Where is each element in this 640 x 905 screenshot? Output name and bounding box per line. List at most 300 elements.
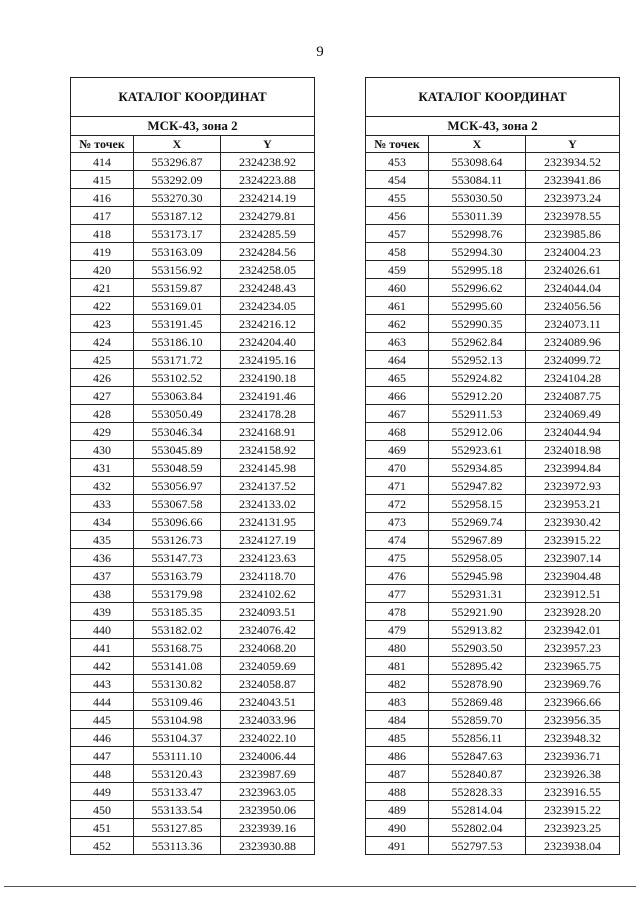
y-coordinate-cell: 2324279.81 [221, 207, 315, 225]
point-number-cell: 478 [366, 603, 429, 621]
x-coordinate-cell: 553296.87 [134, 153, 221, 171]
y-coordinate-cell: 2324214.19 [221, 189, 315, 207]
x-coordinate-cell: 553169.01 [134, 297, 221, 315]
x-coordinate-cell: 553096.66 [134, 513, 221, 531]
y-coordinate-cell: 2323969.76 [526, 675, 620, 693]
table-row [366, 693, 620, 711]
y-coordinate-cell: 2323912.51 [526, 585, 620, 603]
x-coordinate-cell: 553109.46 [134, 693, 221, 711]
table-subtitle-row [366, 117, 620, 136]
y-coordinate-cell: 2323938.04 [526, 837, 620, 855]
point-number-cell: 449 [71, 783, 134, 801]
table-row [71, 675, 315, 693]
point-number-cell: 465 [366, 369, 429, 387]
x-coordinate-cell: 552797.53 [429, 837, 526, 855]
point-number-cell: 445 [71, 711, 134, 729]
y-coordinate-cell: 2324093.51 [221, 603, 315, 621]
y-coordinate-cell: 2324104.28 [526, 369, 620, 387]
table-body [71, 78, 315, 855]
point-number-cell: 488 [366, 783, 429, 801]
x-coordinate-cell: 552912.20 [429, 387, 526, 405]
table-title-row [366, 78, 620, 117]
x-coordinate-cell: 553084.11 [429, 171, 526, 189]
point-number-cell: 431 [71, 459, 134, 477]
y-coordinate-cell: 2324131.95 [221, 513, 315, 531]
x-coordinate-cell: 552934.85 [429, 459, 526, 477]
y-coordinate-cell: 2324018.98 [526, 441, 620, 459]
x-coordinate-cell: 552895.42 [429, 657, 526, 675]
point-number-cell: 468 [366, 423, 429, 441]
x-coordinate-cell: 553127.85 [134, 819, 221, 837]
x-coordinate-cell: 553147.73 [134, 549, 221, 567]
point-number-cell: 485 [366, 729, 429, 747]
table-row [366, 153, 620, 171]
x-coordinate-cell: 552913.82 [429, 621, 526, 639]
table-row [366, 297, 620, 315]
point-number-cell: 455 [366, 189, 429, 207]
table-row [366, 783, 620, 801]
y-coordinate-cell: 2323915.22 [526, 801, 620, 819]
y-coordinate-cell: 2323941.86 [526, 171, 620, 189]
x-coordinate-cell: 552856.11 [429, 729, 526, 747]
x-coordinate-cell: 553030.50 [429, 189, 526, 207]
y-coordinate-cell: 2324026.61 [526, 261, 620, 279]
page-number: 9 [316, 44, 324, 60]
table-row [71, 459, 315, 477]
point-number-cell: 481 [366, 657, 429, 675]
point-number-cell: 451 [71, 819, 134, 837]
point-number-cell: 452 [71, 837, 134, 855]
table-row [366, 243, 620, 261]
coordinate-catalog-table-left [70, 77, 315, 855]
table-row [71, 171, 315, 189]
table-title-row [71, 78, 315, 117]
x-coordinate-cell: 552924.82 [429, 369, 526, 387]
y-coordinate-cell: 2324145.98 [221, 459, 315, 477]
y-coordinate-cell: 2323930.88 [221, 837, 315, 855]
y-coordinate-cell: 2324178.28 [221, 405, 315, 423]
x-coordinate-cell: 552996.62 [429, 279, 526, 297]
table-row [71, 477, 315, 495]
y-coordinate-cell: 2324137.52 [221, 477, 315, 495]
y-coordinate-cell: 2323942.01 [526, 621, 620, 639]
table-row [71, 549, 315, 567]
y-coordinate-cell: 2324285.59 [221, 225, 315, 243]
table-row [366, 729, 620, 747]
point-number-cell: 467 [366, 405, 429, 423]
point-number-cell: 416 [71, 189, 134, 207]
x-coordinate-cell: 552962.84 [429, 333, 526, 351]
y-coordinate-cell: 2324234.05 [221, 297, 315, 315]
table-row [71, 819, 315, 837]
point-number-cell: 425 [71, 351, 134, 369]
point-number-cell: 486 [366, 747, 429, 765]
table-row [366, 225, 620, 243]
coordinate-catalog-table-right [365, 77, 620, 855]
point-number-cell: 487 [366, 765, 429, 783]
x-coordinate-cell: 552878.90 [429, 675, 526, 693]
x-coordinate-cell: 552921.90 [429, 603, 526, 621]
point-number-cell: 460 [366, 279, 429, 297]
y-coordinate-cell: 2323926.38 [526, 765, 620, 783]
y-coordinate-cell: 2323956.35 [526, 711, 620, 729]
point-number-cell: 480 [366, 639, 429, 657]
table-row [366, 405, 620, 423]
x-coordinate-cell: 552995.18 [429, 261, 526, 279]
table-row [71, 693, 315, 711]
y-coordinate-cell: 2323972.93 [526, 477, 620, 495]
point-number-cell: 453 [366, 153, 429, 171]
x-coordinate-cell: 553048.59 [134, 459, 221, 477]
point-number-cell: 454 [366, 171, 429, 189]
y-coordinate-cell: 2324058.87 [221, 675, 315, 693]
table-row [71, 801, 315, 819]
y-coordinate-cell: 2324022.10 [221, 729, 315, 747]
y-coordinate-cell: 2323994.84 [526, 459, 620, 477]
x-coordinate-cell: 552969.74 [429, 513, 526, 531]
x-coordinate-cell: 553191.45 [134, 315, 221, 333]
x-coordinate-cell: 552840.87 [429, 765, 526, 783]
point-number-cell: 459 [366, 261, 429, 279]
table-row [71, 351, 315, 369]
x-coordinate-cell: 552903.50 [429, 639, 526, 657]
table-row [71, 603, 315, 621]
y-coordinate-cell: 2323973.24 [526, 189, 620, 207]
y-coordinate-cell: 2323915.22 [526, 531, 620, 549]
x-coordinate-cell: 552923.61 [429, 441, 526, 459]
point-number-cell: 470 [366, 459, 429, 477]
y-coordinate-cell: 2324076.42 [221, 621, 315, 639]
x-coordinate-cell: 553045.89 [134, 441, 221, 459]
table-subtitle: МСК-43, зона 2 [71, 117, 315, 136]
x-coordinate-cell: 553182.02 [134, 621, 221, 639]
y-coordinate-cell: 2323950.06 [221, 801, 315, 819]
point-number-cell: 463 [366, 333, 429, 351]
y-coordinate-cell: 2324043.51 [221, 693, 315, 711]
table-row [71, 261, 315, 279]
table-row [71, 423, 315, 441]
x-coordinate-cell: 553098.64 [429, 153, 526, 171]
y-coordinate-cell: 2324284.56 [221, 243, 315, 261]
x-coordinate-cell: 553292.09 [134, 171, 221, 189]
x-coordinate-cell: 552958.05 [429, 549, 526, 567]
x-coordinate-cell: 553168.75 [134, 639, 221, 657]
x-coordinate-cell: 552828.33 [429, 783, 526, 801]
x-coordinate-cell: 552998.76 [429, 225, 526, 243]
table-row [71, 369, 315, 387]
point-number-cell: 471 [366, 477, 429, 495]
y-coordinate-cell: 2324191.46 [221, 387, 315, 405]
point-number-cell: 474 [366, 531, 429, 549]
y-coordinate-cell: 2324133.02 [221, 495, 315, 513]
x-coordinate-cell: 553185.35 [134, 603, 221, 621]
x-coordinate-cell: 552967.89 [429, 531, 526, 549]
table-row [71, 621, 315, 639]
y-coordinate-cell: 2323987.69 [221, 765, 315, 783]
table-row [366, 567, 620, 585]
point-number-cell: 482 [366, 675, 429, 693]
table-row [366, 675, 620, 693]
y-coordinate-cell: 2323904.48 [526, 567, 620, 585]
y-coordinate-cell: 2323978.55 [526, 207, 620, 225]
x-coordinate-cell: 553270.30 [134, 189, 221, 207]
x-coordinate-cell: 552945.98 [429, 567, 526, 585]
table-row [71, 837, 315, 855]
x-coordinate-cell: 553156.92 [134, 261, 221, 279]
table-row [366, 423, 620, 441]
point-number-cell: 447 [71, 747, 134, 765]
point-number-cell: 419 [71, 243, 134, 261]
y-coordinate-cell: 2324102.62 [221, 585, 315, 603]
y-coordinate-cell: 2324223.88 [221, 171, 315, 189]
x-coordinate-cell: 553173.17 [134, 225, 221, 243]
y-coordinate-cell: 2323907.14 [526, 549, 620, 567]
x-coordinate-cell: 553126.73 [134, 531, 221, 549]
point-number-cell: 457 [366, 225, 429, 243]
y-coordinate-cell: 2323953.21 [526, 495, 620, 513]
y-coordinate-cell: 2324004.23 [526, 243, 620, 261]
column-header-y: Y [526, 136, 620, 153]
point-number-cell: 490 [366, 819, 429, 837]
table-header-row [71, 136, 315, 153]
y-coordinate-cell: 2323939.16 [221, 819, 315, 837]
x-coordinate-cell: 552947.82 [429, 477, 526, 495]
point-number-cell: 458 [366, 243, 429, 261]
point-number-cell: 442 [71, 657, 134, 675]
table-row [366, 657, 620, 675]
point-number-cell: 423 [71, 315, 134, 333]
table-row [366, 513, 620, 531]
point-number-cell: 430 [71, 441, 134, 459]
table-row [71, 207, 315, 225]
y-coordinate-cell: 2323916.55 [526, 783, 620, 801]
x-coordinate-cell: 553104.98 [134, 711, 221, 729]
table-row [366, 459, 620, 477]
point-number-cell: 439 [71, 603, 134, 621]
y-coordinate-cell: 2324195.16 [221, 351, 315, 369]
point-number-cell: 435 [71, 531, 134, 549]
point-number-cell: 420 [71, 261, 134, 279]
x-coordinate-cell: 553163.09 [134, 243, 221, 261]
y-coordinate-cell: 2324099.72 [526, 351, 620, 369]
table-row [71, 279, 315, 297]
table-subtitle-row [71, 117, 315, 136]
x-coordinate-cell: 552995.60 [429, 297, 526, 315]
table-row [366, 261, 620, 279]
table-header-row [366, 136, 620, 153]
y-coordinate-cell: 2324073.11 [526, 315, 620, 333]
table-row [71, 315, 315, 333]
point-number-cell: 426 [71, 369, 134, 387]
point-number-cell: 489 [366, 801, 429, 819]
x-coordinate-cell: 552802.04 [429, 819, 526, 837]
table-row [71, 729, 315, 747]
table-row [366, 837, 620, 855]
point-number-cell: 433 [71, 495, 134, 513]
x-coordinate-cell: 553133.47 [134, 783, 221, 801]
table-title: КАТАЛОГ КООРДИНАТ [366, 78, 620, 117]
table-row [366, 747, 620, 765]
point-number-cell: 491 [366, 837, 429, 855]
x-coordinate-cell: 552994.30 [429, 243, 526, 261]
table-row [366, 801, 620, 819]
table-row [366, 585, 620, 603]
y-coordinate-cell: 2323930.42 [526, 513, 620, 531]
y-coordinate-cell: 2323936.71 [526, 747, 620, 765]
table-row [71, 783, 315, 801]
footer-divider [4, 886, 636, 887]
x-coordinate-cell: 553067.58 [134, 495, 221, 513]
table-row [71, 567, 315, 585]
y-coordinate-cell: 2323934.52 [526, 153, 620, 171]
column-header-x: X [429, 136, 526, 153]
x-coordinate-cell: 552990.35 [429, 315, 526, 333]
table-row [366, 603, 620, 621]
table-row [366, 441, 620, 459]
point-number-cell: 450 [71, 801, 134, 819]
x-coordinate-cell: 552869.48 [429, 693, 526, 711]
table-row [71, 657, 315, 675]
point-number-cell: 428 [71, 405, 134, 423]
x-coordinate-cell: 553163.79 [134, 567, 221, 585]
x-coordinate-cell: 553130.82 [134, 675, 221, 693]
table-row [366, 495, 620, 513]
y-coordinate-cell: 2324059.69 [221, 657, 315, 675]
table-body [366, 78, 620, 855]
x-coordinate-cell: 553120.43 [134, 765, 221, 783]
y-coordinate-cell: 2323923.25 [526, 819, 620, 837]
y-coordinate-cell: 2324168.91 [221, 423, 315, 441]
point-number-cell: 464 [366, 351, 429, 369]
point-number-cell: 444 [71, 693, 134, 711]
table-row [366, 765, 620, 783]
x-coordinate-cell: 553046.34 [134, 423, 221, 441]
y-coordinate-cell: 2324069.49 [526, 405, 620, 423]
table-row [71, 405, 315, 423]
table-row [71, 747, 315, 765]
y-coordinate-cell: 2324204.40 [221, 333, 315, 351]
point-number-cell: 440 [71, 621, 134, 639]
point-number-cell: 472 [366, 495, 429, 513]
x-coordinate-cell: 552859.70 [429, 711, 526, 729]
y-coordinate-cell: 2324123.63 [221, 549, 315, 567]
y-coordinate-cell: 2324006.44 [221, 747, 315, 765]
table-row [366, 351, 620, 369]
x-coordinate-cell: 552847.63 [429, 747, 526, 765]
y-coordinate-cell: 2323985.86 [526, 225, 620, 243]
y-coordinate-cell: 2323965.75 [526, 657, 620, 675]
table-row [366, 711, 620, 729]
table-row [71, 225, 315, 243]
y-coordinate-cell: 2324089.96 [526, 333, 620, 351]
table-subtitle: МСК-43, зона 2 [366, 117, 620, 136]
point-number-cell: 473 [366, 513, 429, 531]
y-coordinate-cell: 2324258.05 [221, 261, 315, 279]
y-coordinate-cell: 2324056.56 [526, 297, 620, 315]
x-coordinate-cell: 552911.53 [429, 405, 526, 423]
y-coordinate-cell: 2324044.94 [526, 423, 620, 441]
table-row [366, 333, 620, 351]
x-coordinate-cell: 553063.84 [134, 387, 221, 405]
x-coordinate-cell: 552912.06 [429, 423, 526, 441]
table-row [366, 639, 620, 657]
point-number-cell: 421 [71, 279, 134, 297]
y-coordinate-cell: 2324238.92 [221, 153, 315, 171]
x-coordinate-cell: 553050.49 [134, 405, 221, 423]
x-coordinate-cell: 553011.39 [429, 207, 526, 225]
point-number-cell: 418 [71, 225, 134, 243]
y-coordinate-cell: 2324118.70 [221, 567, 315, 585]
x-coordinate-cell: 553171.72 [134, 351, 221, 369]
table-row [366, 387, 620, 405]
point-number-cell: 456 [366, 207, 429, 225]
table-row [71, 153, 315, 171]
table-row [366, 189, 620, 207]
point-number-cell: 417 [71, 207, 134, 225]
column-header-x: X [134, 136, 221, 153]
y-coordinate-cell: 2323948.32 [526, 729, 620, 747]
table-row [366, 369, 620, 387]
table-title: КАТАЛОГ КООРДИНАТ [71, 78, 315, 117]
table-row [71, 495, 315, 513]
x-coordinate-cell: 553159.87 [134, 279, 221, 297]
column-header-point-number: № точек [366, 136, 429, 153]
x-coordinate-cell: 552952.13 [429, 351, 526, 369]
table-row [71, 297, 315, 315]
table-row [366, 477, 620, 495]
table-row [71, 243, 315, 261]
y-coordinate-cell: 2323928.20 [526, 603, 620, 621]
column-header-point-number: № точек [71, 136, 134, 153]
y-coordinate-cell: 2324127.19 [221, 531, 315, 549]
point-number-cell: 441 [71, 639, 134, 657]
point-number-cell: 415 [71, 171, 134, 189]
table-row [71, 387, 315, 405]
y-coordinate-cell: 2324216.12 [221, 315, 315, 333]
point-number-cell: 443 [71, 675, 134, 693]
table-row [366, 531, 620, 549]
point-number-cell: 432 [71, 477, 134, 495]
point-number-cell: 466 [366, 387, 429, 405]
point-number-cell: 448 [71, 765, 134, 783]
y-coordinate-cell: 2324248.43 [221, 279, 315, 297]
table-row [71, 333, 315, 351]
x-coordinate-cell: 553186.10 [134, 333, 221, 351]
x-coordinate-cell: 552814.04 [429, 801, 526, 819]
table-row [366, 315, 620, 333]
y-coordinate-cell: 2324158.92 [221, 441, 315, 459]
table-row [366, 549, 620, 567]
point-number-cell: 475 [366, 549, 429, 567]
y-coordinate-cell: 2323963.05 [221, 783, 315, 801]
x-coordinate-cell: 553056.97 [134, 477, 221, 495]
table-row [71, 711, 315, 729]
x-coordinate-cell: 553102.52 [134, 369, 221, 387]
table-row [71, 189, 315, 207]
column-header-y: Y [221, 136, 315, 153]
x-coordinate-cell: 553187.12 [134, 207, 221, 225]
x-coordinate-cell: 553111.10 [134, 747, 221, 765]
x-coordinate-cell: 553133.54 [134, 801, 221, 819]
table-row [366, 207, 620, 225]
y-coordinate-cell: 2323966.66 [526, 693, 620, 711]
point-number-cell: 437 [71, 567, 134, 585]
y-coordinate-cell: 2323957.23 [526, 639, 620, 657]
point-number-cell: 427 [71, 387, 134, 405]
x-coordinate-cell: 552958.15 [429, 495, 526, 513]
table-row [71, 531, 315, 549]
table-row [366, 819, 620, 837]
